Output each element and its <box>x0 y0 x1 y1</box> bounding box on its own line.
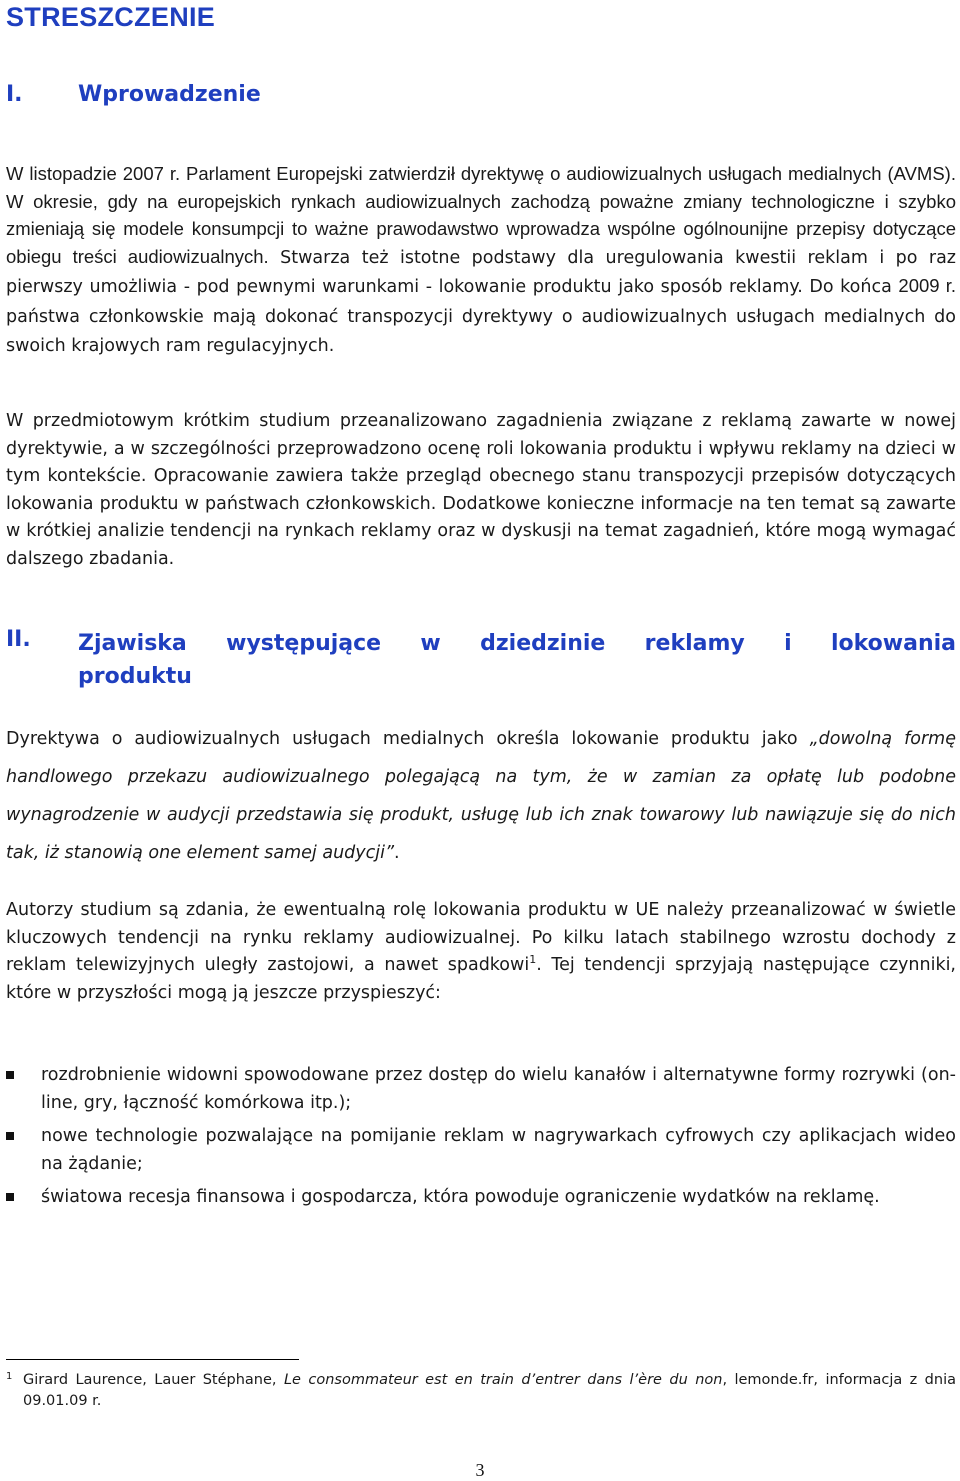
paragraph-product-placement-definition <box>6 720 956 872</box>
footnote-number: 1 <box>6 1371 13 1382</box>
list-item-text: światowa recesja finansowa i gospodarcza, która powoduje ograniczenie wydatków na reklamę. <box>41 1187 880 1207</box>
paragraph-market-trends <box>6 897 956 1007</box>
square-bullet-icon <box>6 1132 14 1140</box>
paragraph-study-scope: W przedmiotowym krótkim studium przeanalizowano zagadnienia związane z reklamą zawarte w nowej dyrektywie, a w szczególności przeprowadzono ocenę roli lokowania produktu i wpływu reklamy na dzieci w tym kontekście. Opracowanie zawiera także przegląd obecnego stanu transpozycji przepisów dotyczących lokowania produktu w państwach członkowskich. Dodatkowe konieczne informacje na ten temat są zawarte w krótkiej analizie tendencji na rynkach reklamy oraz w dyskusji na temat zagadnień, które mogą wymagać dalszego zbadania. <box>6 411 956 569</box>
section-2-title-line-1: Zjawiska występujące w dziedzinie reklamy i lokowania <box>78 631 956 656</box>
page-number: 3 <box>475 1460 485 1480</box>
definition-quote: „dowolną formę handlowego przekazu audiowizualnego polegającą na tym, że w zamian za opłatę lub podobne wynagrodzenie w audycji przedstawia się produkt, usługę lub ich znak towarowy lub nawiązuje się do nich tak, iż stanowią one element samej audycji” <box>6 729 956 863</box>
list-item <box>6 1123 956 1178</box>
footnote-reference[interactable]: 1 <box>529 953 537 967</box>
definition-tail: . <box>394 843 400 863</box>
footnote-work-title: Le consommateur est en train d’entrer dans l’ère du non <box>283 1372 723 1388</box>
footnote-source: , lemonde.fr, informacja z dnia 09.01.09 r. <box>23 1372 956 1409</box>
section-2-title <box>78 627 956 693</box>
square-bullet-icon <box>6 1193 14 1201</box>
footnote-text <box>23 1370 956 1412</box>
paragraph-avms-intro-part-d: państwa członkowskie mają dokonać transpozycji dyrektywy o audiowizualnych usługach medialnych do swoich krajowych ram regulacyjnych. <box>6 306 956 356</box>
section-2-heading <box>6 627 956 693</box>
list-item-text: rozdrobnienie widowni spowodowane przez dostęp do wielu kanałów i alternatywne formy rozrywki (on-line, gry, łączność komórkowa itp.); <box>41 1065 956 1113</box>
paragraph-avms-intro <box>6 160 956 361</box>
definition-lead: Dyrektywa o audiowizualnych usługach medialnych określa lokowanie produktu jako <box>6 729 810 749</box>
section-2-title-line-2: produktu <box>78 664 192 689</box>
list-item-text: nowe technologie pozwalające na pomijanie reklam w nagrywarkach cyfrowych czy aplikacjach wideo na żądanie; <box>41 1126 956 1174</box>
document-title: STRESZCZENIE <box>6 2 216 32</box>
factors-list <box>6 1062 956 1218</box>
footnote-separator <box>6 1359 299 1360</box>
paragraph-avms-intro-part-b: Stwarza też istotne podstawy dla uregulowania kwestii reklam i po raz pierwszy umożliwia - pod pewnymi warunkami - lokowanie produktu jako sposób reklamy. Do końca <box>6 247 956 297</box>
list-item <box>6 1184 956 1212</box>
market-trends-part-a: Autorzy studium są zdania, że ewentualną rolę lokowania produktu w UE należy przeanalizować w świetle kluczowych tendencji na rynku reklamy audiowizualnej. Po kilku latach stabilnego wzrostu dochody z reklam telewizyjnych uległy zastojowi, a nawet spadkowi <box>6 900 956 975</box>
footnote <box>6 1370 956 1412</box>
market-trends-part-b: . Tej tendencji sprzyjają następujące czynniki, które w przyszłości mogą ją jeszcze przyspieszyć: <box>6 955 956 1003</box>
paragraph-avms-intro-year: 2009 r. <box>898 275 957 296</box>
paragraph-avms-intro-part-a: W listopadzie 2007 r. Parlament Europejski zatwierdził dyrektywę o audiowizualnych usługach medialnych (AVMS). W okresie, gdy na europejskich rynkach audiowizualnych zachodzą poważne zmiany technologiczne i szybko zmieniają się modele konsumpcji to ważne prawodawstwo wprowadza wspólne ogólnounijne przepisy dotyczące obiegu treści audiowizualnych. <box>6 163 956 267</box>
list-item <box>6 1062 956 1117</box>
square-bullet-icon <box>6 1071 14 1079</box>
section-1-number: I. <box>6 82 23 107</box>
section-1-title: Wprowadzenie <box>78 82 261 107</box>
section-2-number: II. <box>6 627 31 652</box>
section-1-heading <box>6 82 261 107</box>
footnote-authors: Girard Laurence, Lauer Stéphane, <box>23 1372 284 1388</box>
